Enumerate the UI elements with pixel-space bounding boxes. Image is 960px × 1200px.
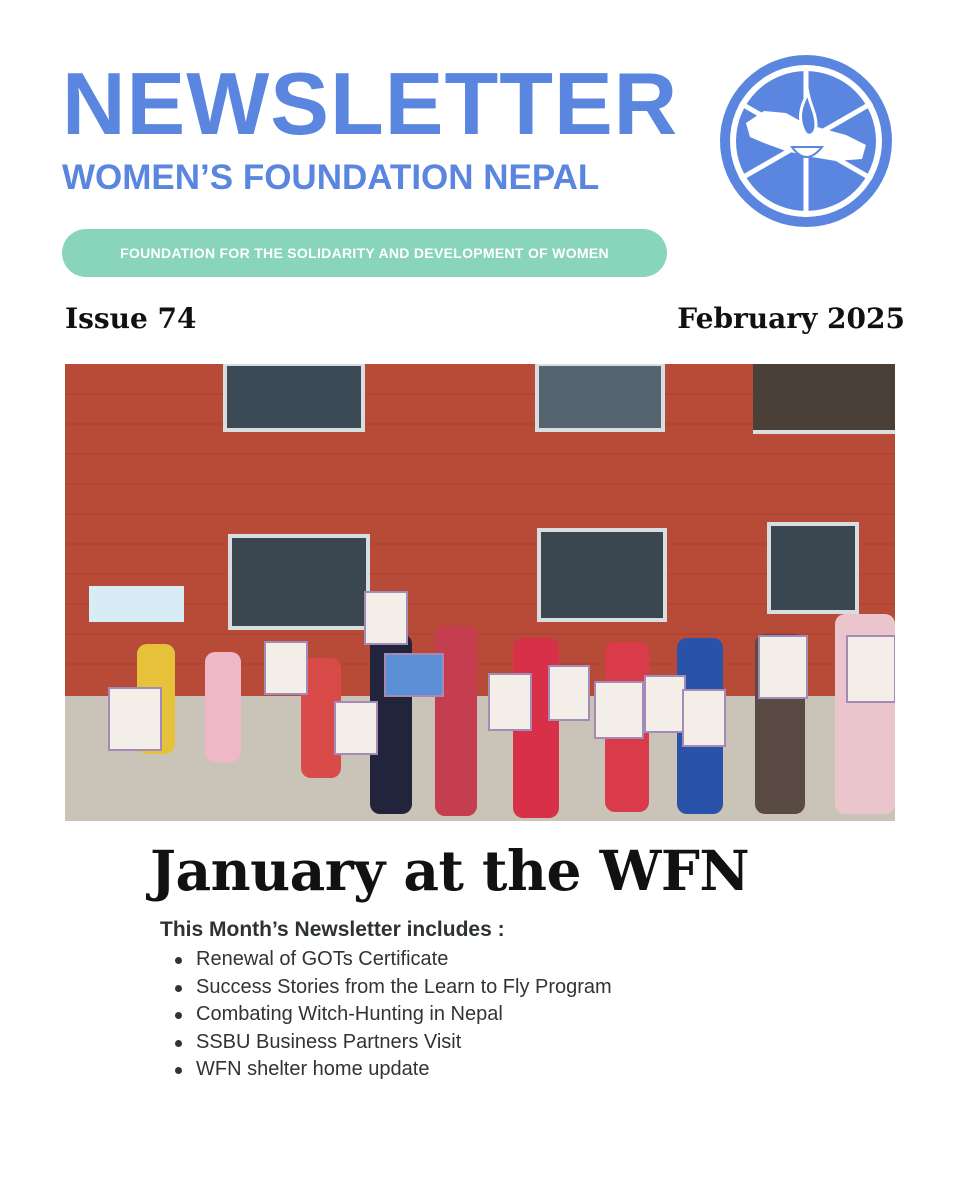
list-item: SSBU Business Partners Visit [175, 1029, 612, 1057]
newsletter-title: NEWSLETTER [62, 54, 679, 153]
organization-name: WOMEN’S FOUNDATION NEPAL [62, 158, 600, 197]
issue-number: Issue 74 [65, 302, 197, 335]
includes-heading: This Month’s Newsletter includes : [160, 918, 505, 941]
includes-list [175, 946, 612, 1084]
tagline-text: FOUNDATION FOR THE SOLIDARITY AND DEVELOPMENT OF WOMEN [120, 245, 609, 261]
wfn-logo-icon [716, 51, 896, 231]
bullet-icon [175, 957, 182, 964]
list-item: WFN shelter home update [175, 1056, 612, 1084]
list-item: Renewal of GOTs Certificate [175, 946, 612, 974]
tagline-banner [62, 229, 667, 277]
cover-photo [65, 364, 895, 821]
bullet-icon [175, 985, 182, 992]
bullet-icon [175, 1067, 182, 1074]
headline: January at the WFN [150, 838, 750, 903]
issue-date: February 2025 [677, 302, 905, 335]
bullet-icon [175, 1012, 182, 1019]
list-item: Combating Witch-Hunting in Nepal [175, 1001, 612, 1029]
bullet-icon [175, 1040, 182, 1047]
list-item: Success Stories from the Learn to Fly Program [175, 974, 612, 1002]
